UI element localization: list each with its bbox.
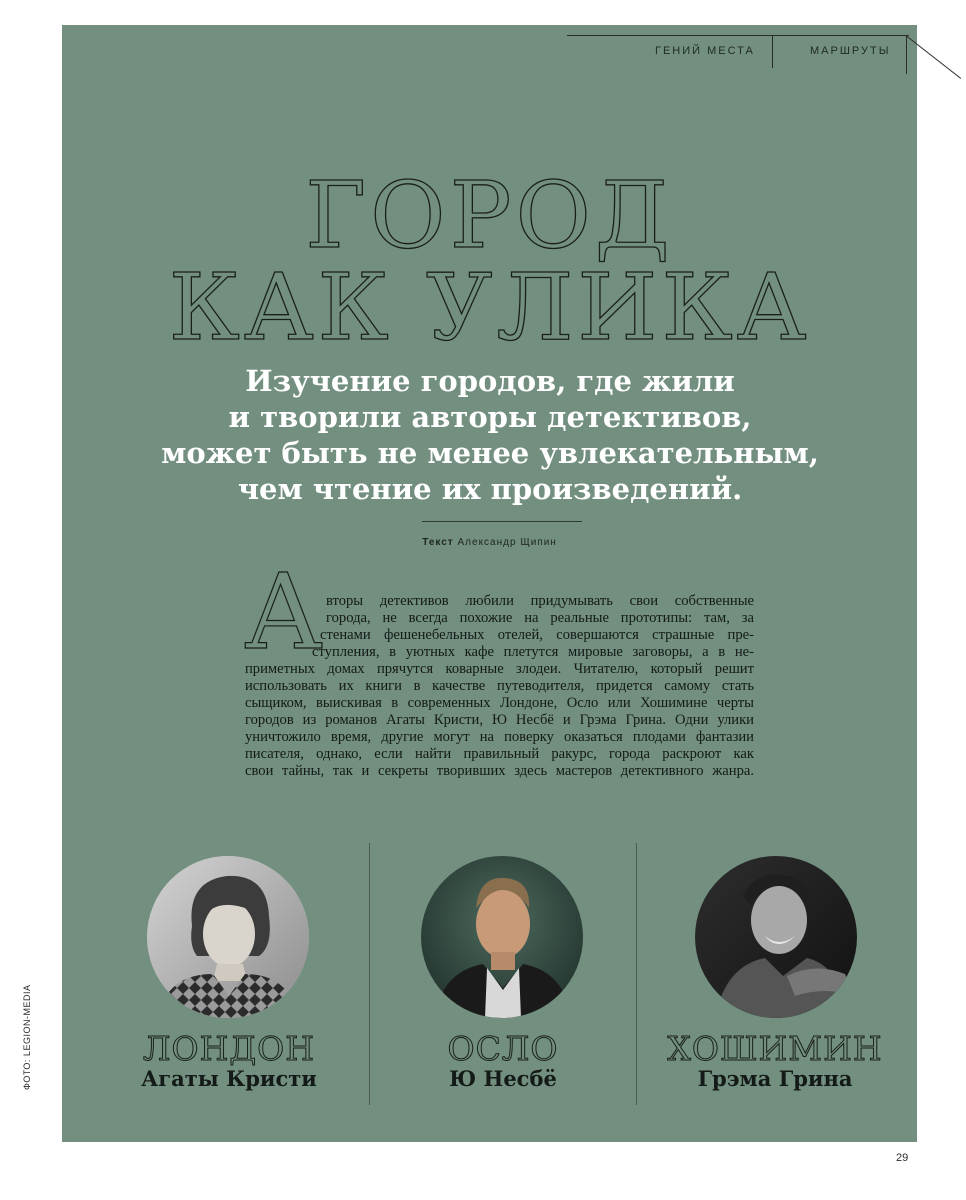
article-line: свои тайны, так и секреты творивших здесь мастеров детективного жанра. <box>245 763 754 779</box>
header-tab-divider <box>772 36 773 68</box>
author-name-christie: Агаты Кристи <box>141 1066 317 1091</box>
city-name-london: ЛОНДОН <box>142 1029 316 1068</box>
header-tab-divider-right <box>906 36 907 74</box>
byline-author: Александр Щипин <box>457 537 557 548</box>
page-number: 29 <box>896 1152 909 1164</box>
article-line: приметных домах прячутся коварные злодеи. Читателю, который решит <box>245 661 754 677</box>
standfirst-line: Изучение городов, где жили <box>245 364 735 398</box>
article-line: сыщиком, выискивая в современных Лондоне, Осло или Хошимине черты <box>245 695 754 711</box>
article-line: городов из романов Агаты Кристи, Ю Несбё и Грэма Грина. Одни улики <box>245 712 754 728</box>
standfirst-line: чем чтение их произведений. <box>237 472 743 506</box>
article-line: писателя, однако, если найти правильный ракурс, города раскроют как <box>245 746 754 762</box>
headline-line-1: ГОРОД <box>305 162 674 269</box>
byline-rule <box>422 521 582 522</box>
section-tab-routes[interactable]: МАРШРУТЫ <box>810 45 891 57</box>
portrait-graham-greene <box>695 856 857 1018</box>
header-rule <box>567 35 909 36</box>
column-divider <box>636 843 637 1105</box>
article-line: стенами фешенебельных отелей, совершаются страшные пре- <box>320 627 754 643</box>
article-line: использовать их книги в качестве путеводителя, придется самому стать <box>245 678 754 694</box>
author-name-nesbo: Ю Несбё <box>449 1066 557 1091</box>
city-name-oslo: ОСЛО <box>447 1029 559 1068</box>
drop-cap: А <box>244 551 323 673</box>
standfirst-line: может быть не менее увлекательным, <box>161 436 819 470</box>
standfirst-line: и творили авторы детективов, <box>228 400 752 434</box>
byline-label: Текст <box>422 537 454 548</box>
article-line: вторы детективов любили придумывать свои собственные <box>326 593 754 609</box>
portrait-jo-nesbo <box>421 856 583 1018</box>
column-divider <box>369 843 370 1105</box>
photo-credit: ФОТО: LEGION-MEDIA <box>22 984 32 1090</box>
author-name-greene: Грэма Грина <box>697 1066 853 1091</box>
article-line: ступления, в уютных кафе плетутся мировые заговоры, а в не- <box>312 644 754 660</box>
city-name-ho-chi-minh: ХОШИМИН <box>667 1029 883 1068</box>
headline-line-2: КАК УЛИКА <box>168 254 811 361</box>
article-line: уничтожило время, другие могут на поверку оказаться плодами фантазии <box>245 729 754 745</box>
section-tab-genius-loci[interactable]: ГЕНИЙ МЕСТА <box>655 45 755 57</box>
article-line: города, не всегда похожие на реальные прототипы: там, за <box>326 610 754 626</box>
portrait-agatha-christie <box>147 856 309 1018</box>
byline <box>62 537 917 548</box>
standfirst <box>120 363 860 507</box>
